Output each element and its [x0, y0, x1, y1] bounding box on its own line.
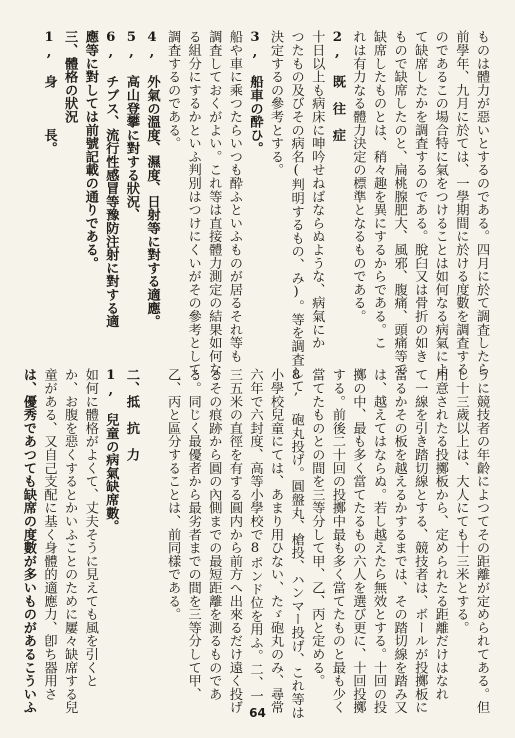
upper-text-line: れは有力なる體力決定の標準となるものである。	[350, 30, 366, 323]
lower-text-line: て一線を引き踏切線とする、競技者は、ボールが投擲板に	[412, 368, 428, 714]
upper-text-line: もので缺席したのと、扁桃腺肥大、風邪、腹痛、頭痛等で	[391, 30, 407, 376]
upper-text-line: 船や車に乘つたらいつも酔ふといふものが居るそれ等も	[226, 30, 242, 363]
lower-text-line: 小學校兒童にては、あまり用ひない、たゞ砲丸のみ、尋常	[268, 368, 284, 714]
lower-text-line: うに競技者の年齡によつてその距離が定められてある。但	[474, 368, 489, 714]
lower-text-line: 乙、丙と區分することは、前同樣である。	[165, 368, 181, 621]
lower-text-line: 當てたものとの間を三等分して甲、乙、丙と定める。	[309, 368, 325, 688]
upper-text-line: 調査するのである。	[165, 30, 181, 150]
lower-text-line: 1, 兒童の病氣缺席數。	[103, 368, 119, 533]
lower-text-line: し十三歲以上は、大人にても十三米とする。	[453, 368, 469, 634]
upper-text-line: る組分にするかといふ判別はつけにくいがその參考として	[185, 30, 201, 376]
lower-text-line: 童がある、又自己支配に基く身體的適應力、卽ち器用さ	[41, 368, 57, 701]
upper-text-block	[30, 30, 491, 393]
upper-text-line: 前學年、九月に於ては、一學期間に於ける度數を調査する	[453, 30, 469, 376]
upper-text-line: て缺席したかを調査するのである。脫臼又は骨折の如き	[412, 30, 428, 363]
upper-text-line: 決定するの參考とする。	[268, 30, 284, 177]
upper-text-line: 調査しておくがよい。これ等は直接體力測定の結果如何な	[206, 30, 222, 376]
lower-text-line: 當るかその板を越えるかするまでは、その踏切線を踏み又	[391, 368, 407, 714]
lower-text-line: 二、抵 抗 力	[123, 368, 139, 462]
upper-text-line: 缺席したものとは、稍々趣を異にするからである。こ	[371, 30, 387, 350]
lower-text-line	[141, 368, 162, 690]
upper-text-line: 5, 高山登攀に對する狀況、	[123, 30, 139, 222]
upper-text-line: ものは體力が惡いとするのである。四月に於て調査したら	[474, 30, 489, 376]
lower-text-line: る。同じく最優者から最劣者までの間を三等分して甲、	[185, 368, 201, 701]
lower-text-line: 六年で六封度、高等小學校で8ポンド位を用ふ。二、一	[247, 368, 263, 703]
lower-text-line: は、優秀であつても缺席の度數が多いものがあるこういふ	[20, 368, 36, 714]
lower-text-line: 三五米の直徑を有する圓内から前方へ出來るだけ遠く投げ	[226, 368, 242, 714]
upper-text-line: 3, 船車の酔ひ。	[247, 30, 263, 155]
upper-text-line: 十日以上も病床に呻吟せねばならぬような、病氣にか	[309, 30, 325, 350]
lower-text-line: 用意されたる投擲板から、定められたる距離だけはなれ	[432, 368, 448, 701]
upper-text-line: 應等に對しては前號記載の通りである。	[82, 30, 98, 270]
upper-text-line: 4, 外氣の溫度、濕度、日射等に對する適應。	[144, 30, 160, 328]
lower-text-line: は、越えてはならぬ。若し越えたら無效とする。十回の投	[371, 368, 387, 714]
upper-text-line: 1, 身 長。	[41, 30, 57, 155]
lower-text-line: るその痕跡から圓の內側までの最短距離を測るものであ	[206, 368, 222, 701]
page-number: 64	[249, 706, 266, 720]
upper-text-line: 三、體格の狀況	[62, 30, 78, 124]
upper-text-line: 2, 既 往 症	[329, 30, 345, 142]
upper-text-line: のであるこの場合特に氣をつけることは如何なる病氣によ	[432, 30, 448, 376]
lower-text-line: 如何に體格がよくて、丈夫そうに見えても風を引くと	[82, 368, 98, 688]
upper-text-line: つたもの及びその病名(判明するもの、み)。等を調査して	[288, 30, 304, 393]
lower-text-line: する。前後二十回の投擲中最も多く當てたものと最も少く	[329, 368, 345, 714]
lower-text-line: 擲の中、最も多く當てたるもの六人を選び更に、十回投擲	[350, 368, 366, 714]
lower-text-line: 8, 砲丸投げ。圓盤丸、槍投、ハンマー投げ、これ等は	[288, 368, 304, 719]
upper-text-line: 6, チブス、流行性感冒等豫防注射に對する適	[103, 30, 119, 328]
lower-text-line: か、お腹を惡くするとかいふことのために屢々缺席する兒	[62, 368, 78, 714]
